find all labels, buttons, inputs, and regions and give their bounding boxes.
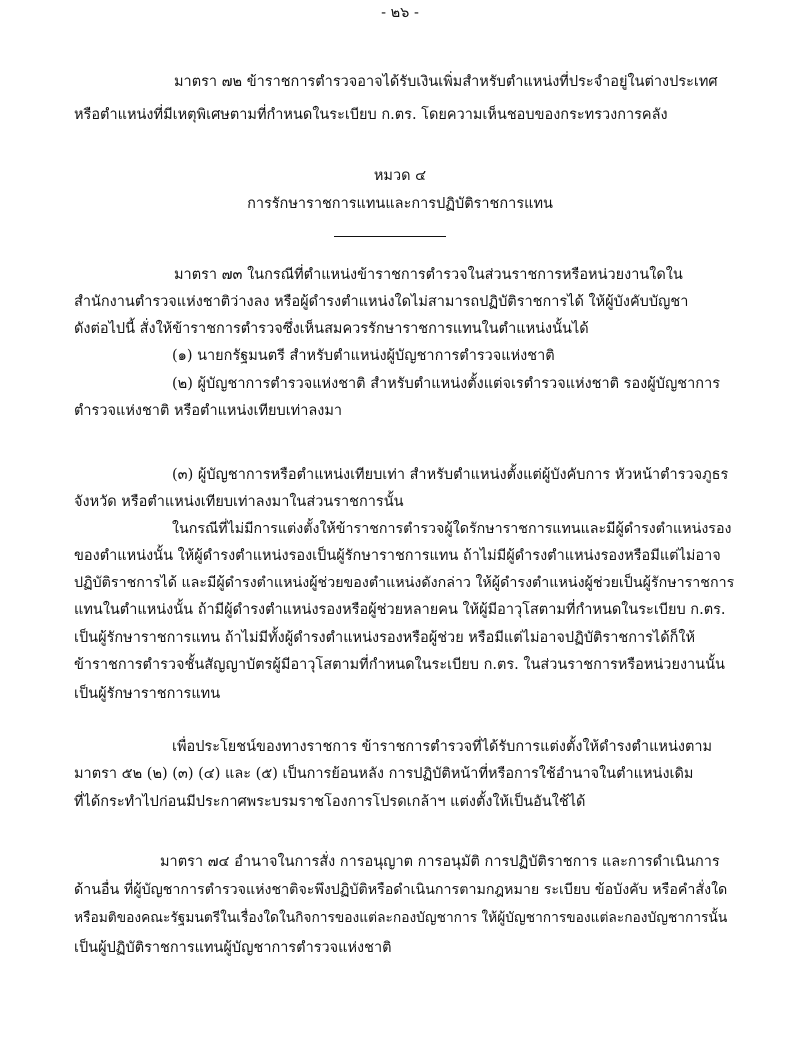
section-73-para-2-line-1: ในกรณีที่ไม่มีการแต่งตั้งให้ข้าราชการตำรวจผู้ใดรักษาราชการแทนและมีผู้ดำรงตำแหน่งรอง [172, 521, 732, 537]
section-74-line-1: มาตรา ๗๔ อำนาจในการสั่ง การอนุญาต การอนุมัติ การปฏิบัติราชการ และการดำเนินการ [160, 854, 720, 870]
chapter-title: หมวด ๔ [373, 168, 427, 184]
section-73-item-3-line-1: (๓) ผู้บัญชาการหรือตำแหน่งเทียบเท่า สำหรับตำแหน่งตั้งแต่ผู้บังคับการ หัวหน้าตำรวจภูธร [172, 467, 729, 483]
section-73-para-2-line-5: เป็นผู้รักษาราชการแทน ถ้าไม่มีทั้งผู้ดำรงตำแหน่งรองหรือผู้ช่วย หรือมีแต่ไม่อาจปฏิบัติราชการได้ก็ให้ [74, 630, 696, 646]
chapter-divider [334, 236, 446, 237]
section-72-line-2: หรือตำแหน่งที่มีเหตุพิเศษตามที่กำหนดในระเบียบ ก.ตร. โดยความเห็นชอบของกระทรวงการคลัง [74, 107, 668, 123]
section-73-para-2-line-6: ข้าราชการตำรวจชั้นสัญญาบัตรผู้มีอาวุโสตามที่กำหนดในระเบียบ ก.ตร. ในส่วนราชการหรือหน่วยงานนั้น [74, 657, 725, 673]
section-73-para-2-line-4: แทนในตำแหน่งนั้น ถ้ามีผู้ดำรงตำแหน่งรองหรือผู้ช่วยหลายคน ให้ผู้มีอาวุโสตามที่กำหนดในระเบียบ ก.ตร. [74, 602, 726, 618]
section-73-line-1: มาตรา ๗๓ ในกรณีที่ตำแหน่งข้าราชการตำรวจในส่วนราชการหรือหน่วยงานใดใน [174, 267, 683, 283]
section-73-para-3-line-3: ที่ได้กระทำไปก่อนมีประกาศพระบรมราชโองการโปรดเกล้าฯ แต่งตั้งให้เป็นอันใช้ได้ [74, 794, 586, 810]
section-73-item-1: (๑) นายกรัฐมนตรี สำหรับตำแหน่งผู้บัญชาการตำรวจแห่งชาติ [172, 348, 555, 364]
section-74-line-2: ด้านอื่น ที่ผู้บัญชาการตำรวจแห่งชาติจะพึงปฏิบัติหรือดำเนินการตามกฎหมาย ระเบียบ ข้อบังคับ หรือคำสั่งใด [74, 882, 728, 898]
section-72-line-1: มาตรา ๗๒ ข้าราชการตำรวจอาจได้รับเงินเพิ่มสำหรับตำแหน่งที่ประจำอยู่ในต่างประเทศ [174, 74, 718, 90]
section-73-para-3-line-2: มาตรา ๕๒ (๒) (๓) (๔) และ (๕) เป็นการย้อนหลัง การปฏิบัติหน้าที่หรือการใช้อำนาจในตำแหน่งเดิม [74, 766, 694, 782]
section-74-line-4: เป็นผู้ปฏิบัติราชการแทนผู้บัญชาการตำรวจแห่งชาติ [74, 940, 392, 956]
section-73-para-2-line-2: ของตำแหน่งนั้น ให้ผู้ดำรงตำแหน่งรองเป็นผู้รักษาราชการแทน ถ้าไม่มีผู้ดำรงตำแหน่งรองหรือมีแต่ไม่อาจ [74, 548, 721, 564]
section-73-para-3-line-1: เพื่อประโยชน์ของทางราชการ ข้าราชการตำรวจที่ได้รับการแต่งตั้งให้ดำรงตำแหน่งตาม [172, 739, 713, 755]
page-number: - ๒๖ - [381, 5, 419, 21]
section-73-line-3: ดังต่อไปนี้ สั่งให้ข้าราชการตำรวจซึ่งเห็นสมควรรักษาราชการแทนในตำแหน่งนั้นได้ [74, 321, 589, 337]
section-73-para-2-line-3: ปฏิบัติราชการได้ และมีผู้ดำรงตำแหน่งผู้ช่วยของตำแหน่งดังกล่าว ให้ผู้ดำรงตำแหน่งผู้ช่วยเป็นผู้รักษาราชการ [74, 575, 735, 591]
section-73-line-2: สำนักงานตำรวจแห่งชาติว่างลง หรือผู้ดำรงตำแหน่งใดไม่สามารถปฏิบัติราชการได้ ให้ผู้บังคับบัญชา [74, 294, 689, 310]
section-73-item-2-line-2: ตำรวจแห่งชาติ หรือตำแหน่งเทียบเท่าลงมา [74, 403, 343, 419]
section-73-item-2-line-1: (๒) ผู้บัญชาการตำรวจแห่งชาติ สำหรับตำแหน่งตั้งแต่จเรตำรวจแห่งชาติ รองผู้บัญชาการ [172, 376, 721, 392]
chapter-subtitle: การรักษาราชการแทนและการปฏิบัติราชการแทน [247, 196, 553, 212]
section-73-para-2-line-7: เป็นผู้รักษาราชการแทน [74, 686, 221, 702]
section-74-line-3: หรือมติของคณะรัฐมนตรีในเรื่องใดในกิจการของแต่ละกองบัญชาการ ให้ผู้บัญชาการของแต่ละกองบัญชาการนั้น [74, 910, 728, 926]
section-73-item-3-line-2: จังหวัด หรือตำแหน่งเทียบเท่าลงมาในส่วนราชการนั้น [74, 494, 404, 510]
